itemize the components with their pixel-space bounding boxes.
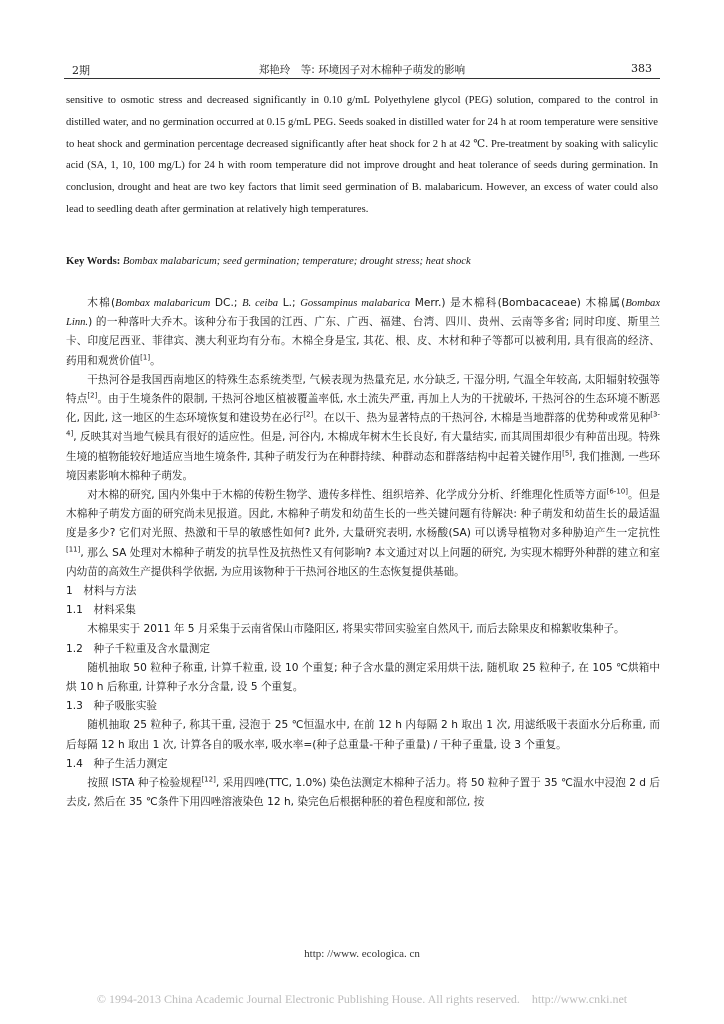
intro-paragraph-3: 对木棉的研究, 国内外集中于木棉的传粉生物学、遗传多样性、组织培养、化学成分分析、纤维理化性质等方面[6-10]。但是木棉种子萌发方面的研究尚未见报道。因此, 木棉种子萌发和幼苗生长的一些关键问题有待解决: 种子萌发和幼苗生长的最适温度是多少? 它们对光照、热激和干旱的敏感性如何? 此外, 大量研究表明, 水杨酸(SA) 可以诱导植物对多种胁迫产生一定抗性[11], 那么 SA 处理对木棉种子萌发的抗旱性及抗热性又有何影响? 本文通过对以上问题的研究, 为实现木棉野外种群的建立和室内幼苗的高效生产提供科学依据, 为应用该物种于干热河谷地区的生态恢复提供基础。 xyxy=(66,487,661,578)
running-header xyxy=(64,62,660,79)
citation: [1] xyxy=(140,353,151,362)
citation: [11] xyxy=(66,545,81,554)
keywords xyxy=(66,256,658,267)
section-heading-1-2: 1.2 种子千粒重及含水量测定 xyxy=(66,642,210,655)
section-heading-1-1: 1.1 材料采集 xyxy=(66,604,136,617)
section-1-1-text: 木棉果实于 2011 年 5 月采集于云南省保山市隆阳区, 将果实带回实验室自然风干, 而后去除果皮和棉絮收集种子。 xyxy=(87,623,625,636)
section-heading-1-4: 1.4 种子生活力测定 xyxy=(66,757,168,770)
citation: [6-10] xyxy=(606,487,628,496)
citation: [3-4] xyxy=(66,410,661,438)
english-abstract: sensitive to osmotic stress and decreased significantly in 0.10 g/mL Polyethylene glycol (PEG) solution, compared to the control in distilled water, and no germination occurred at 0.15 g/mL PEG. Seeds soaked in distilled water for 24 h at room temperature were sensitive to heat shock and germination percentage decreased significantly after heat shock for 2 h at 42 ℃. Pre-treatment by soaking with salicylic acid (SA, 1, 10, 100 mg/L) for 24 h with room temperature did not improve drought and heat tolerance of seeds during germination. In conclusion, drought and heat are two key factors that limit seed germination of B. malabaricum. However, an excess of water could also lead to seedling death after germination at relatively high temperatures. xyxy=(66,95,658,215)
running-title: 郑艳玲 等: 环境因子对木棉种子萌发的影响 xyxy=(258,64,466,76)
citation: [2] xyxy=(87,391,98,400)
intro-paragraph-1: 木棉(Bombax malabaricum DC.; B. ceiba L.; Gossampinus malabarica Merr.) 是木棉科(Bombacaceae) 木棉属(Bombax Linn.) 的一种落叶大乔木。该种分布于我国的江西、广东、广西、福建、台湾、四川、贵州、云南等多省; 同时印度、斯里兰卡、印度尼西亚、菲律宾、澳大利亚均有分布。木棉全身是宝, 其花、根、皮、木材和种子等都可以被利用, 具有很高的经济、药用和观赏价值[1]。 xyxy=(66,297,661,367)
issue-number: 2期 xyxy=(72,64,90,77)
keywords-label: Key Words: xyxy=(66,256,121,267)
section-1-4-text: 按照 ISTA 种子检验规程[12], 采用四唑(TTC, 1.0%) 染色法测定木棉种子活力。将 50 粒种子置于 35 ℃温水中浸泡 2 d 后去皮, 然后在 35 ℃条件下用四唑溶液染色 12 h, 染完色后根据种胚的着色程度和部位, 按 xyxy=(66,775,660,809)
section-heading-1-3: 1.3 种子吸胀实验 xyxy=(66,700,158,713)
citation: [5] xyxy=(562,449,573,458)
copyright-watermark: © 1994-2013 China Academic Journal Electronic Publishing House. All rights reserved. http://www.cnki.net xyxy=(96,992,628,1006)
citation: [2] xyxy=(303,410,314,419)
section-heading-1: 1 材料与方法 xyxy=(66,585,137,598)
intro-paragraph-2: 干热河谷是我国西南地区的特殊生态系统类型, 气候表现为热量充足, 水分缺乏, 干湿分明, 气温全年较高, 太阳辐射较强等特点[2]。由于生境条件的限制, 干热河谷地区植被覆盖率低, 水土流失严重, 再加上人为的干扰破坏, 干热河谷的生态环境不断恶化, 因此, 这一地区的生态环境恢复和建设势在必行[2]。在以干、热为显著特点的干热河谷, 木棉是当地群落的优势种或常见种[3-4], 反映其对当地气候具有很好的适应性。但是, 河谷内, 木棉成年树木生长良好, 有大量结实, 而其周围却很少有种苗出现。特殊生境的植物能较好地适应当地生境条件, 其种子萌发行为在种群持续、种群动态和群落结构中起着关键作用[5], 我们推测, 一些环境因素影响木棉种子萌发。 xyxy=(66,373,661,482)
main-body xyxy=(66,294,660,812)
journal-url: http: //www. ecologica. cn xyxy=(304,948,420,960)
citation: [12] xyxy=(201,775,216,784)
section-1-2-text: 随机抽取 50 粒种子称重, 计算千粒重, 设 10 个重复; 种子含水量的测定采用烘干法, 随机取 25 粒种子, 在 105 ℃烘箱中烘 10 h 后称重, 计算种子水分含量, 设 5 个重复。 xyxy=(66,661,660,694)
page-number: 383 xyxy=(631,62,652,75)
keywords-list: Bombax malabaricum; seed germination; temperature; drought stress; heat shock xyxy=(122,256,471,267)
section-1-3-text: 随机抽取 25 粒种子, 称其干重, 浸泡于 25 ℃恒温水中, 在前 12 h 内每隔 2 h 取出 1 次, 用滤纸吸干表面水分后称重, 而后每隔 12 h 取出 1 次, 计算各自的吸水率, 吸水率=(种子总重量-干种子重量) / 干种子重量, 设 3 个重复。 xyxy=(66,719,660,751)
